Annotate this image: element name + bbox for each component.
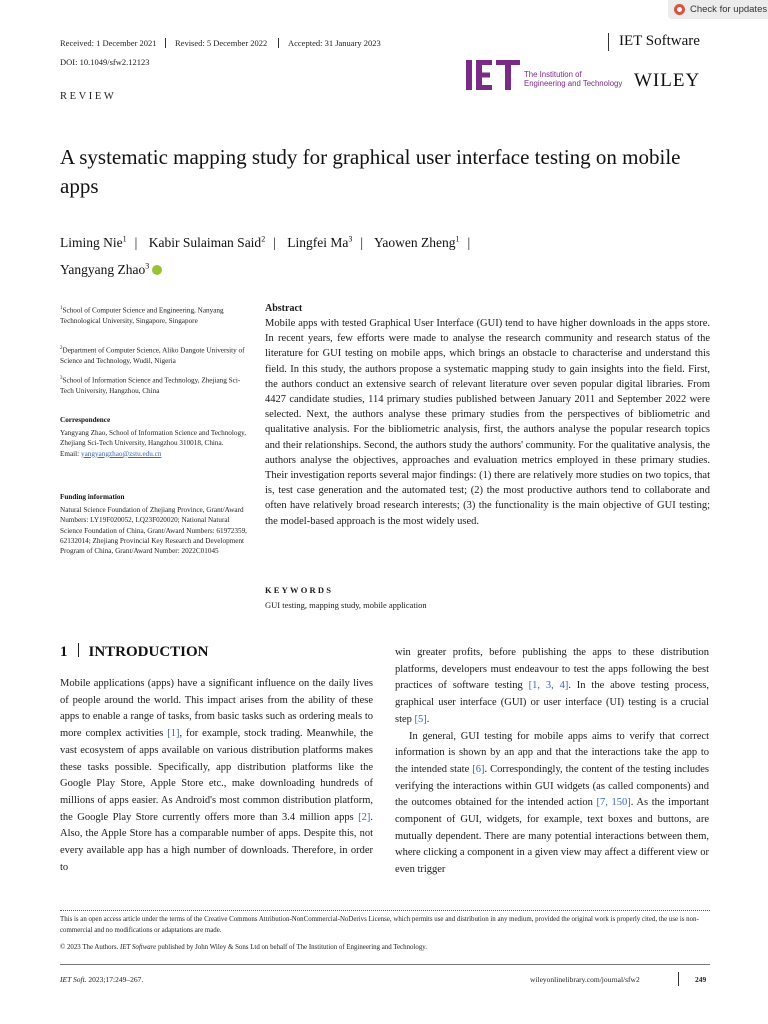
check-for-updates-button[interactable] bbox=[668, 0, 768, 19]
abstract-heading: Abstract bbox=[265, 303, 303, 314]
divider bbox=[165, 38, 166, 48]
correspondence-text: Yangyang Zhao, School of Information Science and Technology, Zhejiang Sci-Tech University, Hangzhou 310018, China. bbox=[60, 429, 246, 448]
wiley-logo: WILEY bbox=[634, 70, 701, 91]
iet-line2: Engineering and Technology bbox=[524, 79, 623, 88]
copyright-note: © 2023 The Authors. IET Software published by John Wiley & Sons Ltd on behalf of The Institution of Engineering and Technology. bbox=[60, 944, 427, 951]
orcid-icon[interactable] bbox=[152, 265, 162, 275]
check-for-updates-label: Check for updates bbox=[690, 4, 768, 15]
keywords-heading: KEYWORDS bbox=[265, 585, 334, 595]
paragraph: In general, GUI testing for mobile apps aims to verify that correct information is shown by an app and that the interactions take the app to the intended state [6]. Correspondingly, the content of the testing includes verifying the interactions within GUI widgets (as called components) and the outcomes obtained for the intended action [7, 150]. As the important component of GUI, widgets, for example, text boxes and buttons, are mutually dependent. There are many potential interactions between them, where clicking a component in a given view may affect a different view or even trigger bbox=[395, 730, 709, 876]
article-title: A systematic mapping study for graphical user interface testing on mobile apps bbox=[60, 145, 681, 198]
update-icon bbox=[674, 4, 685, 15]
section-heading: 1 INTRODUCTION bbox=[60, 644, 209, 660]
email-link[interactable]: yangyangzhao@zstu.edu.cn bbox=[80, 449, 162, 458]
correspondence-heading: Correspondence bbox=[60, 416, 111, 424]
received-date: Received: 1 December 2021 bbox=[60, 38, 157, 48]
doi: DOI: 10.1049/sfw2.12123 bbox=[60, 57, 150, 67]
citation-link[interactable]: [1, 3, 4] bbox=[528, 680, 569, 692]
iet-name bbox=[524, 70, 622, 88]
iet-line1: The Institution of bbox=[524, 70, 582, 79]
funding-heading: Funding information bbox=[60, 493, 125, 501]
affiliation: $^2$Department of Computer Science, Aliko Dangote University of Science and Technology, Wudil, Nigeria bbox=[60, 346, 245, 365]
page-number: 249 bbox=[695, 975, 707, 984]
revised-date: Revised: 5 December 2022 bbox=[175, 38, 268, 48]
footer-divider bbox=[60, 964, 710, 965]
funding-block bbox=[60, 492, 250, 556]
correspondence-email: Email: yangyangzhao@zstu.edu.cn bbox=[60, 449, 162, 458]
citation-link[interactable]: [5] bbox=[414, 713, 427, 725]
author[interactable]: Yaowen Zheng$^1$ bbox=[373, 234, 460, 250]
funding-text: Natural Science Foundation of Zhejiang Province, Grant/Award Numbers: LY19F020052, LQ23F020020; National Natural Science Foundation of China, Grant/Award Numbers: 61972359, 62132014; Zhejiang Provincial Key Research and Development Program of China, Grant/Award Number: 2022C01045 bbox=[60, 506, 247, 556]
journal-name: IET Software bbox=[619, 33, 700, 49]
correspondence-block bbox=[60, 415, 250, 459]
citation-link[interactable]: [1] bbox=[167, 728, 180, 740]
divider bbox=[278, 38, 279, 48]
accepted-date: Accepted: 31 January 2023 bbox=[288, 38, 381, 48]
affiliation: $^1$School of Computer Science and Engineering, Nanyang Technological University, Singapore, Singapore bbox=[60, 306, 224, 325]
abstract-block bbox=[265, 303, 710, 529]
author[interactable]: Lingfei Ma$^3$ bbox=[287, 234, 353, 250]
iet-logo-icon bbox=[466, 60, 522, 90]
citation-link[interactable]: [6] bbox=[472, 763, 485, 775]
divider bbox=[608, 33, 609, 51]
body-column-right: win greater profits, before publishing the apps to these distribution platforms, developers must endeavour to test the apps following the best practices of software testing [1, 3, 4]. In the above testing process, graphical user interface (GUI) or user interface (UI) testing is a crucial step [5]. In general, GUI testing for mobile apps aims to verify that correct information is shown by an app and that the interactions take the app to the intended state [6]. Correspondingly, the content of the testing includes verifying the interactions within GUI widgets (as called components) and the outcomes obtained for the intended action [7, 150]. As the important component of GUI, widgets, for example, text boxes and buttons, are mutually dependent. There are many potential interactions between them, where clicking a component in a given view may affect a different view or even trigger bbox=[395, 645, 709, 879]
affiliation: $^3$School of Information Science and Technology, Zhejiang Sci-Tech University, Hangzhou, China bbox=[60, 376, 241, 395]
keywords-text: GUI testing, mapping study, mobile application bbox=[265, 600, 427, 610]
license-note: This is an open access article under the terms of the Creative Commons Attribution-NonCommercial-NoDerivs License, which permits use and distribution in any medium, provided the original work is properly cited, the use is non-commercial and no modifications or adaptations are made. bbox=[60, 916, 699, 934]
journal-url-link[interactable]: wileyonlinelibrary.com/journal/sfw2 bbox=[530, 975, 640, 984]
abstract-text: Mobile apps with tested Graphical User Interface (GUI) tend to have higher downloads in the apps store. In recent years, few efforts were made to analyse the research community and research status of the literature for GUI testing on mobile apps, which brings an obstacle to characterise and understand this field. In this study, the authors propose a systematic mapping study to gain insights into the field. First, the authors conduct an extensive search of relevant literature over seven popular digital libraries. From 4427 candidate studies, 114 primary studies published between January 2011 and September 2022 were selected. Next, the authors analyse these primary studies from the perspectives of bibliometric and qualitative analysis. For the bibliometric analysis, first, the authors analyse the popular research topics and their relationships. Second, the authors study the authors' community. For the qualitative analysis, the authors analyse the objectives, approaches and evaluation metrics employed in these primary studies. Their investigation reports several major findings: (1) there are relatively more studies on two topics, that is, test case generation and the automated test; (2) the most productive authors tend to collaborate and often have relatively broad research interests; (3) the functionality is the main objective of GUI testing; the model-based approach is the most widely used. bbox=[265, 318, 710, 527]
author[interactable]: Liming Nie$^1$ bbox=[60, 234, 127, 250]
article-type: REVIEW bbox=[60, 91, 117, 102]
footnote-divider bbox=[60, 910, 710, 911]
author[interactable]: Yangyang Zhao$^3$ bbox=[60, 261, 150, 277]
author-list: Liming Nie$^1$ | Kabir Sulaiman Said$^2$ | Lingfei Ma$^3$ | Yaowen Zheng$^1$ | Yangyang Zhao$^3$ bbox=[60, 234, 471, 277]
author[interactable]: Kabir Sulaiman Said$^2$ bbox=[148, 234, 266, 250]
divider bbox=[678, 972, 679, 986]
citation-link[interactable]: [7, 150] bbox=[596, 797, 631, 809]
body-column-left: Mobile applications (apps) have a significant influence on the daily lives of people around the world. This impact arises from the ability of these apps to enable a range of tasks, from basic tasks such as ordering meals to more complex activities [1], for example, stock trading. Meanwhile, the vast ecosystem of apps available on various distribution platforms makes these tasks possible. Specifically, app distribution platforms like the Google Play Store, Apple Store etc., make downloading hundreds of millions of apps easier. As Android's most common distribution platform, the Google Play Store currently offers more than 3.4 million apps [2]. Also, the Apple Store has a comparable number of apps. Despite this, not every available app has a high number of downloads. Therefore, in order to bbox=[60, 678, 373, 873]
citation-link[interactable]: [2] bbox=[358, 811, 371, 823]
citation-info: IET Soft. 2023;17:249–267. bbox=[60, 975, 144, 984]
